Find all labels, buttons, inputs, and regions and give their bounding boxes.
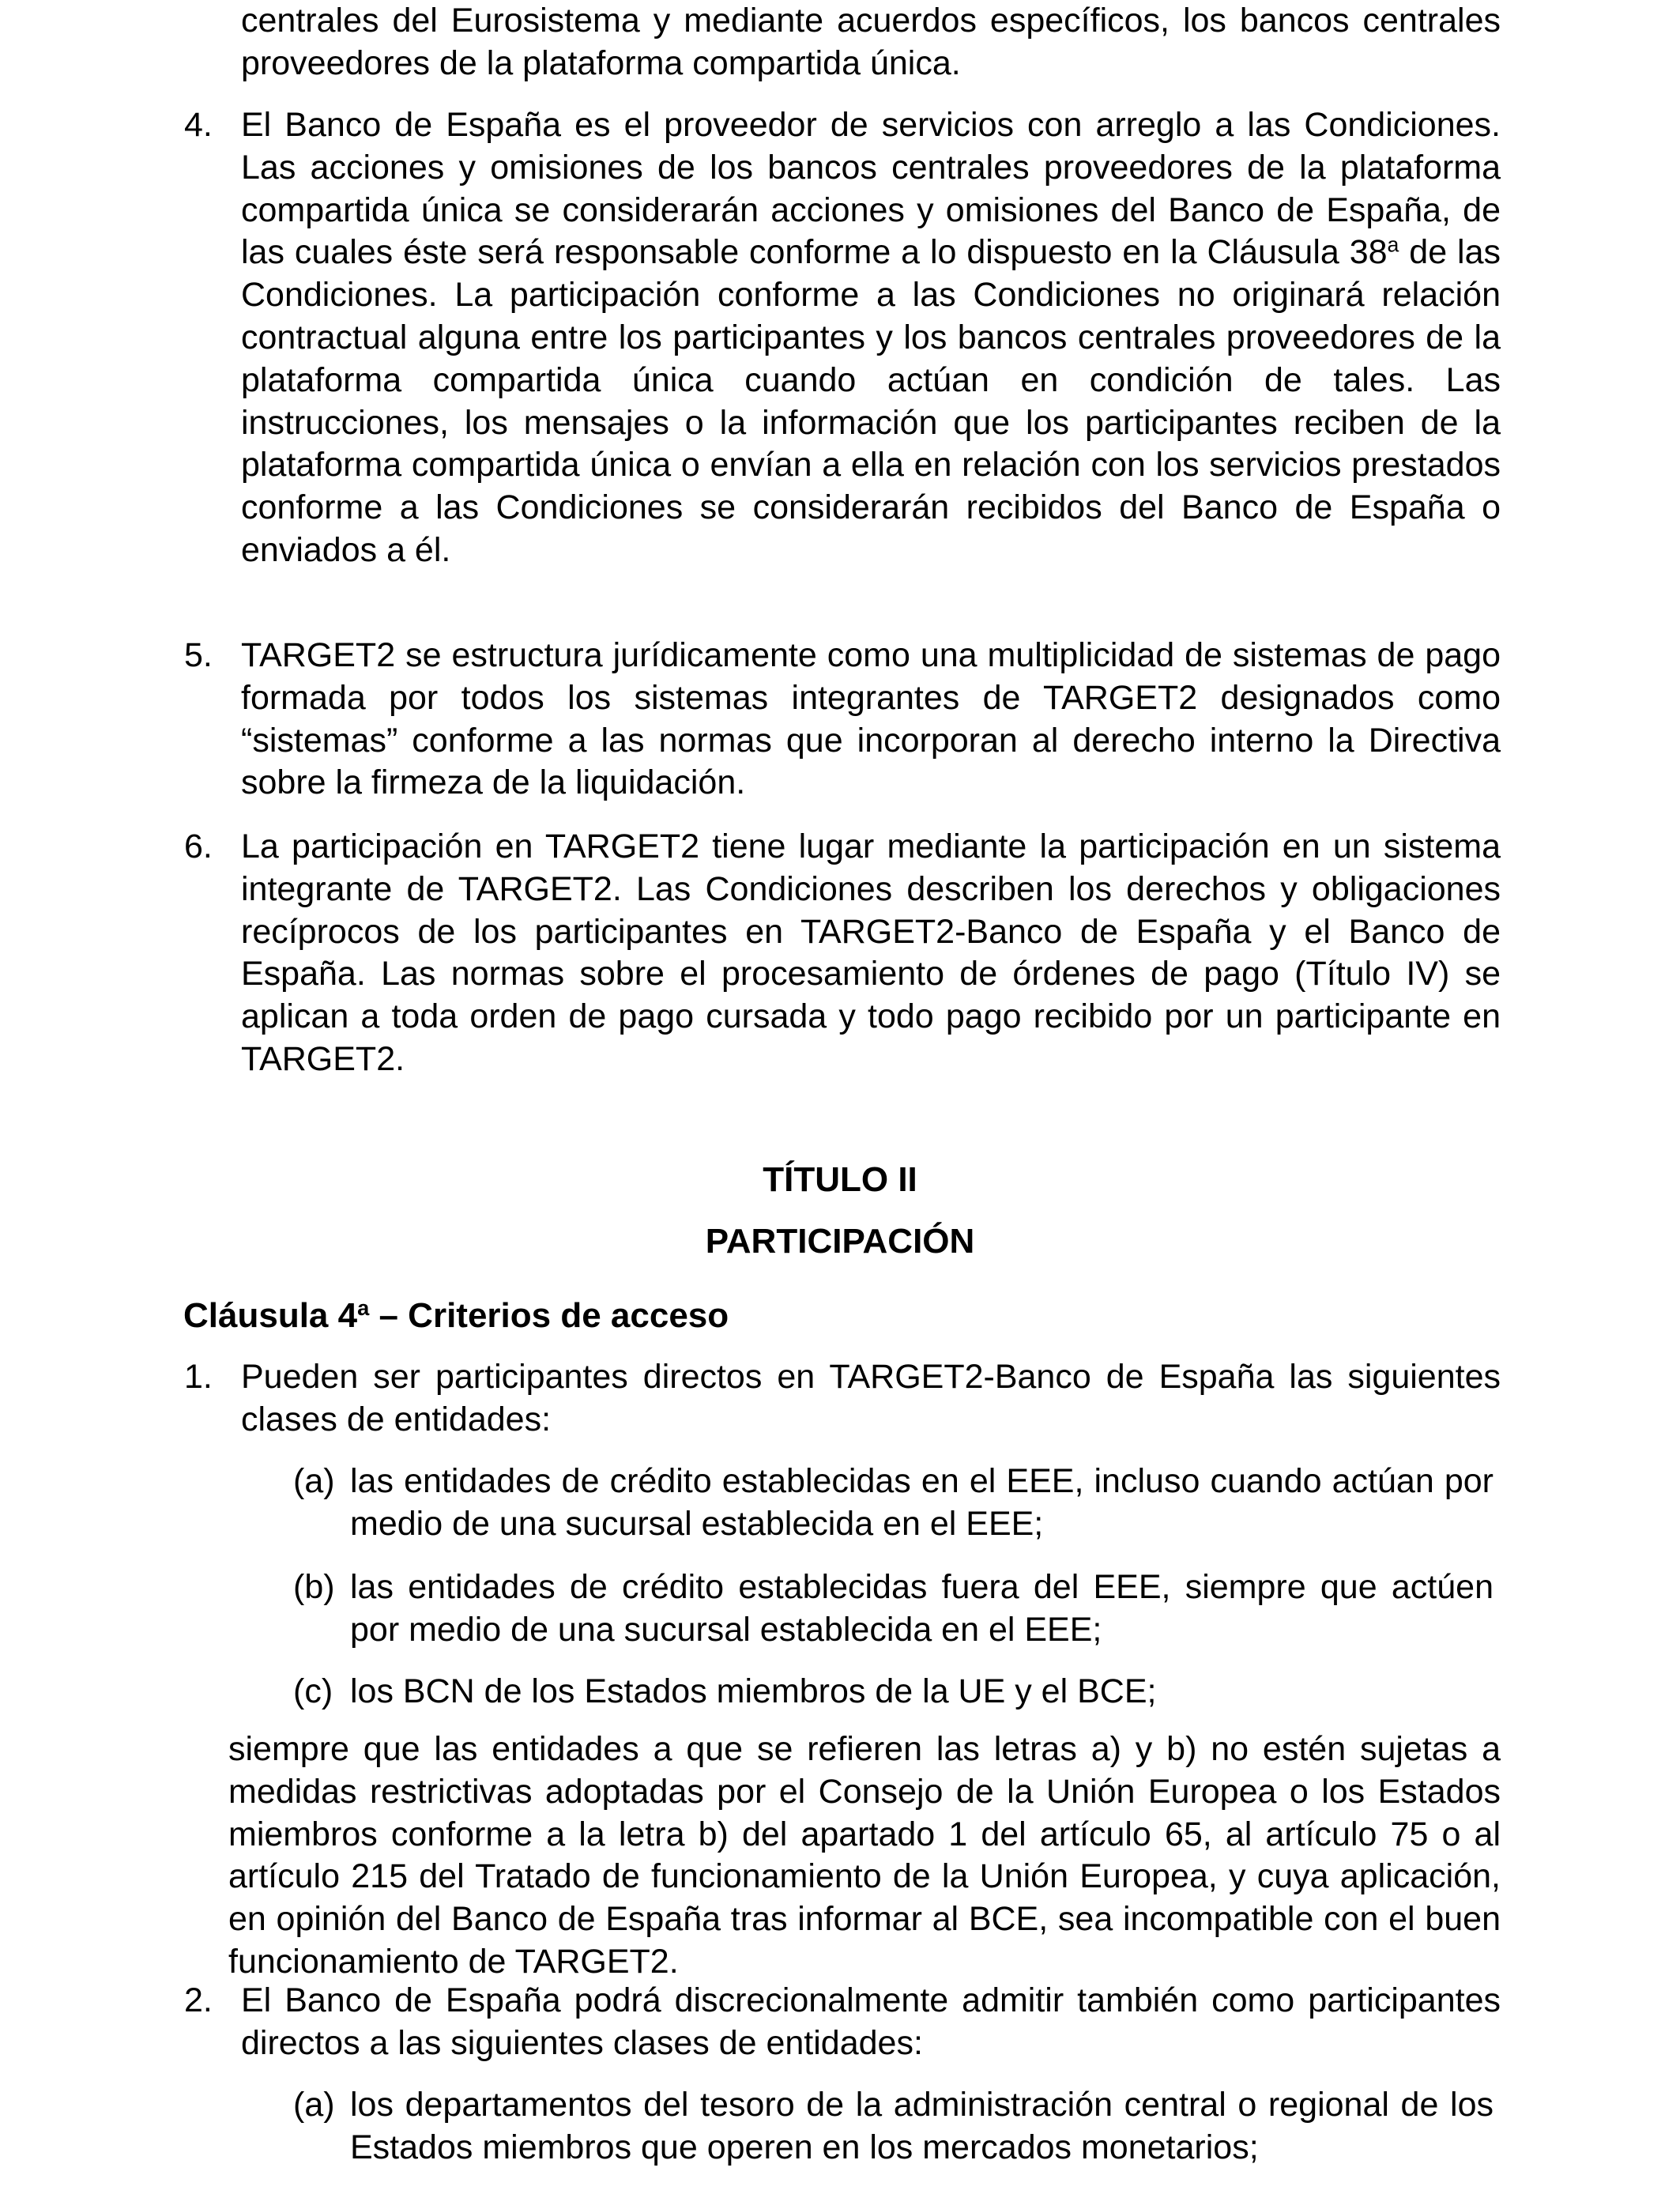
item-1-text: Pueden ser participantes directos en TARGET2-Banco de España las siguientes clases de entidades:: [241, 1358, 1501, 1438]
item-2-number: 2.: [184, 1981, 213, 2019]
item-1-subitem-c-letter: (c): [293, 1672, 333, 1710]
subtitle-heading: PARTICIPACIÓN: [705, 1222, 975, 1261]
item-5-number: 5.: [184, 636, 213, 674]
item-1-subitem-c-text: los BCN de los Estados miembros de la UE y el BCE;: [350, 1672, 1157, 1710]
clause-heading-subject: – Criterios de acceso: [369, 1296, 729, 1335]
item-6-number: 6.: [184, 827, 213, 865]
item-4-text: [241, 104, 1501, 572]
clause-heading-superscript: a: [357, 1295, 370, 1320]
item-4-text-a: El Banco de España es el proveedor de servicios con arreglo a las Condiciones. Las acciones y omisiones de los bancos centrales proveedores de la plataforma compartida única se considerarán acciones y omisiones del Banco de España, de las cuales éste será responsable conforme a lo dispuesto en la Cláusula 38: [241, 106, 1501, 272]
item-1-number: 1.: [184, 1358, 213, 1396]
item-4-text-b: de las Condiciones. La participación conforme a las Condiciones no originará relación contractual alguna entre los participantes y los bancos centrales proveedores de la plataforma compartida única cuando actúan en condición de tales. Las instrucciones, los mensajes o la información que los participantes reciben de la plataforma compartida única o envían a ella en relación con los servicios prestados conforme a las Condiciones se considerarán recibidos del Banco de España o enviados a él.: [241, 233, 1501, 569]
item-5-text: TARGET2 se estructura jurídicamente como una multiplicidad de sistemas de pago formada por todos los sistemas integrantes de TARGET2 designados como “sistemas” conforme a las normas que incorporan al derecho interno la Directiva sobre la firmeza de la liquidación.: [241, 636, 1501, 802]
clause-heading-label: Cláusula 4: [183, 1296, 358, 1335]
clause-heading: [183, 1295, 729, 1337]
item-1-subitem-a-letter: (a): [293, 1462, 335, 1500]
item-2-subitem-a-text: los departamentos del tesoro de la administración central o regional de los Estados miembros que operen en los mercados monetarios;: [350, 2086, 1494, 2166]
item-1-subitem-b-text: las entidades de crédito establecidas fuera del EEE, siempre que actúen por medio de una sucursal establecida en el EEE;: [350, 1568, 1494, 1649]
item-2-subitem-a-letter: (a): [293, 2086, 335, 2124]
item-4-number: 4.: [184, 106, 213, 144]
item-6-text: La participación en TARGET2 tiene lugar mediante la participación en un sistema integrante de TARGET2. Las Condiciones describen los derechos y obligaciones recíprocos de los participantes en TARGET2-Banco de España y el Banco de España. Las normas sobre el procesamiento de órdenes de pago (Título IV) se aplican a toda orden de pago cursada y todo pago recibido por un participante en TARGET2.: [241, 827, 1501, 1078]
item-1-subitem-b-letter: (b): [293, 1568, 335, 1606]
intro-continuation: centrales del Eurosistema y mediante acuerdos específicos, los bancos centrales proveedores de la plataforma compartida única.: [241, 2, 1501, 82]
item-1-subitem-a-text: las entidades de crédito establecidas en el EEE, incluso cuando actúan por medio de una sucursal establecida en el EEE;: [350, 1462, 1494, 1543]
item-1-closing-text: siempre que las entidades a que se refieren las letras a) y b) no estén sujetas a medidas restrictivas adoptadas por el Consejo de la Unión Europea o los Estados miembros conforme a la letra b) del apartado 1 del artículo 65, al artículo 75 o al artículo 215 del Tratado de funcionamiento de la Unión Europea, y cuya aplicación, en opinión del Banco de España tras informar al BCE, sea incompatible con el buen funcionamiento de TARGET2.: [228, 1730, 1501, 1981]
item-2-text: El Banco de España podrá discrecionalmente admitir también como participantes directos a las siguientes clases de entidades:: [241, 1981, 1501, 2062]
title-heading: TÍTULO II: [763, 1160, 917, 1199]
item-4-superscript: a: [1387, 232, 1399, 257]
